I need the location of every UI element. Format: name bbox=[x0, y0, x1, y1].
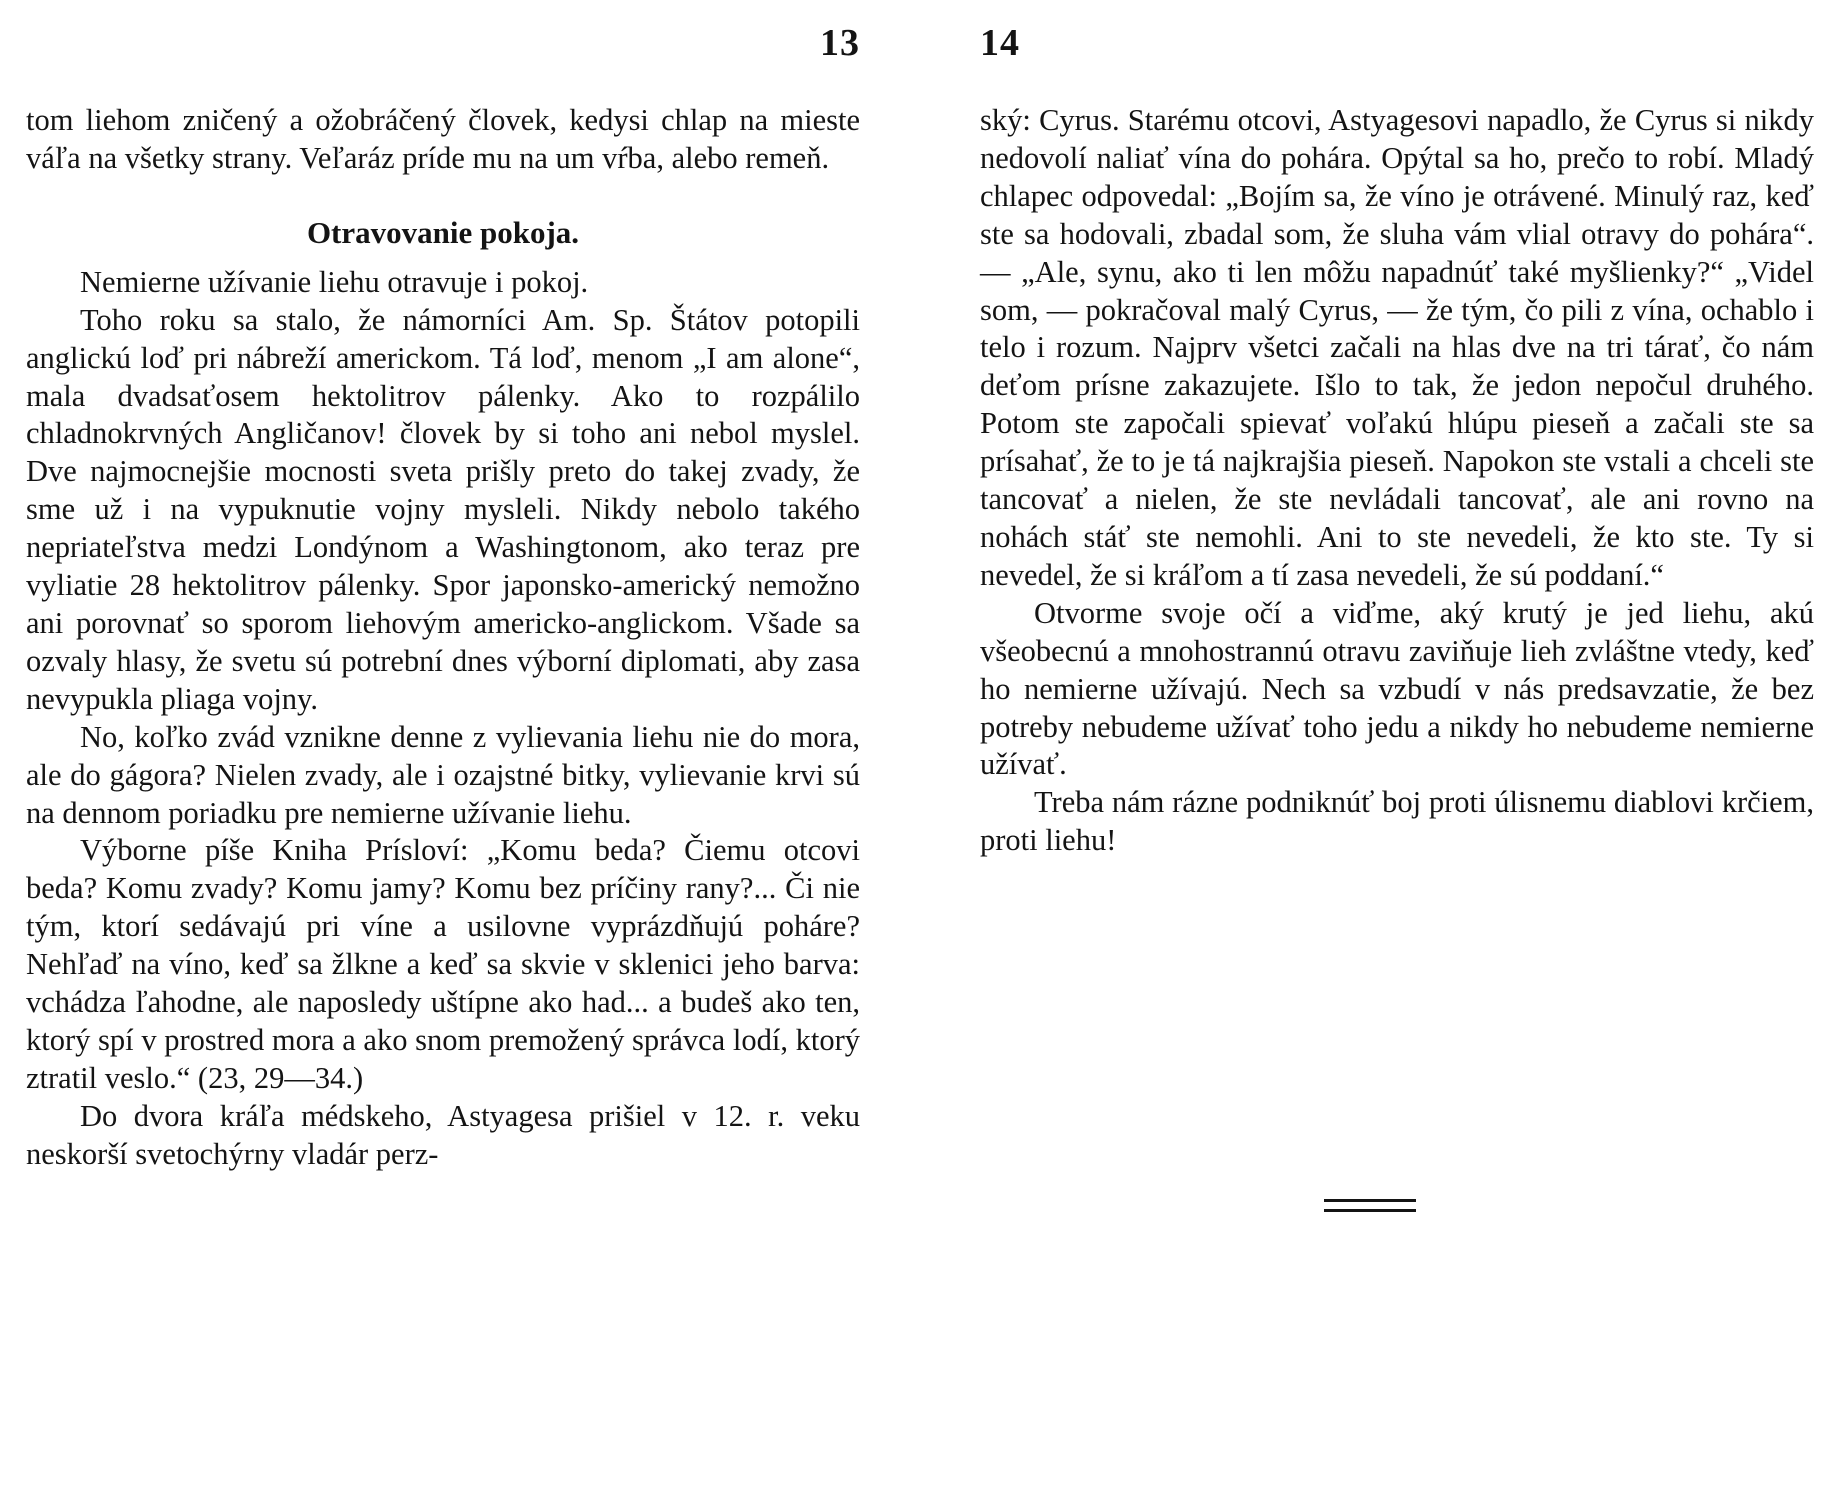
paragraph: Do dvora kráľa médskeho, Astyagesa prišiel v 12. r. veku neskorší svetochýrny vladár perz- bbox=[26, 1098, 860, 1171]
paragraph: Nemierne užívanie liehu otravuje i pokoj. bbox=[80, 264, 589, 299]
page-number: 14 bbox=[980, 22, 1020, 64]
page-body bbox=[26, 102, 860, 1174]
page-number: 13 bbox=[820, 22, 860, 64]
left-page bbox=[26, 0, 860, 1500]
section-heading: Otravovanie pokoja. bbox=[306, 214, 580, 250]
right-page bbox=[980, 0, 1814, 1500]
end-ornament-double-rule bbox=[1324, 1199, 1416, 1213]
ornament-rule-bottom bbox=[1324, 1209, 1416, 1212]
paragraph-continued: tom liehom zničený a ožobráčený človek, kedysi chlap na mieste váľa na všetky strany. Veľaráz príde mu na um vŕba, alebo remeň. bbox=[26, 103, 860, 175]
paragraph: Otvorme svoje očí a viďme, aký krutý je jed liehu, akú všeobecnú a mnohostrannú otravu zaviňuje lieh zvláštne vtedy, keď ho nemierne užívajú. Nech sa vzbudí v nás predsavzatie, že bez potreby nebudeme užívať toho jedu a nikdy ho nebudeme nemierne užívať. bbox=[980, 595, 1814, 782]
paragraph-continued: ský: Cyrus. Starému otcovi, Astyagesovi napadlo, že Cyrus si nikdy nedovolí naliať vína do pohára. Opýtal sa ho, prečo to robí. Mladý chlapec odpovedal: „Bojím sa, že víno je otrávené. Minulý raz, keď ste sa hodovali, zbadal som, že sluha vám vlial otravy do pohára“. — „Ale, synu, ako ti len môžu napadnúť také myšlienky?“ „Videl som, — pokračoval malý Cyrus, — že tým, čo pili z vína, ochablo i telo i rozum. Najprv všetci začali na hlas dve na tri tárať, čo nám deťom prísne zakazujete. Išlo to tak, že jedon nepočul druhého. Potom ste započali spievať voľakú hlúpu pieseň a začali ste sa prísahať, že to je tá najkrajšia pieseň. Napokon ste vstali a chceli ste tancovať a nielen, že ste nevládali tancovať, ale ani rovno na nohách stáť ste nemohli. Ani to ste nevedeli, že kto ste. Ty si nevedel, že si kráľom a tí zasa nevedeli, že sú poddaní.“ bbox=[980, 103, 1814, 592]
paragraph: Výborne píše Kniha Prísloví: „Komu beda? Čiemu otcovi beda? Komu zvady? Komu jamy? Komu bez príčiny rany?... Či nie tým, ktorí sedávajú pri víne a usilovne vyprázdňujú poháre? Nehľaď na víno, keď sa žlkne a keď sa skvie v sklenici jeho barva: vchádza ľahodne, ale naposledy uštípne ako had... a budeš ako ten, ktorý spí v prostred mora a ako snom premožený správca lodí, ktorý ztratil veslo.“ (23, 29—34.) bbox=[26, 833, 860, 1095]
page-body bbox=[980, 102, 1814, 860]
paragraph: Toho roku sa stalo, že námorníci Am. Sp. Štátov potopili anglickú loď pri nábreží americkom. Tá loď, menom „I am alone“, mala dvadsaťosem hektolitrov pálenky. Ako to rozpálilo chladnokrvných Angličanov! človek by si toho ani nebol myslel. Dve najmocnejšie mocnosti sveta prišly preto do takej zvady, že sme už i na vypuknutie vojny mysleli. Nikdy nebolo takého nepriateľstva medzi Londýnom a Washingtonom, ako teraz pre vyliatie 28 hektolitrov pálenky. Spor japonsko-americký nemožno ani porovnať so sporom liehovým americko-anglickom. Všade sa ozvaly hlasy, že svetu sú potrební dnes výborní diplomati, aby zasa nevypukla pliaga vojny. bbox=[26, 302, 860, 716]
paragraph: Treba nám rázne podniknúť boj proti úlisnemu diablovi krčiem, proti liehu! bbox=[980, 785, 1814, 858]
ornament-rule-top bbox=[1324, 1199, 1416, 1202]
paragraph: No, koľko zvád vznikne denne z vylievania liehu nie do mora, ale do gágora? Nielen zvady, ale i ozajstné bitky, vylievanie krvi sú na dennom poriadku pre nemierne užívanie liehu. bbox=[26, 719, 860, 830]
